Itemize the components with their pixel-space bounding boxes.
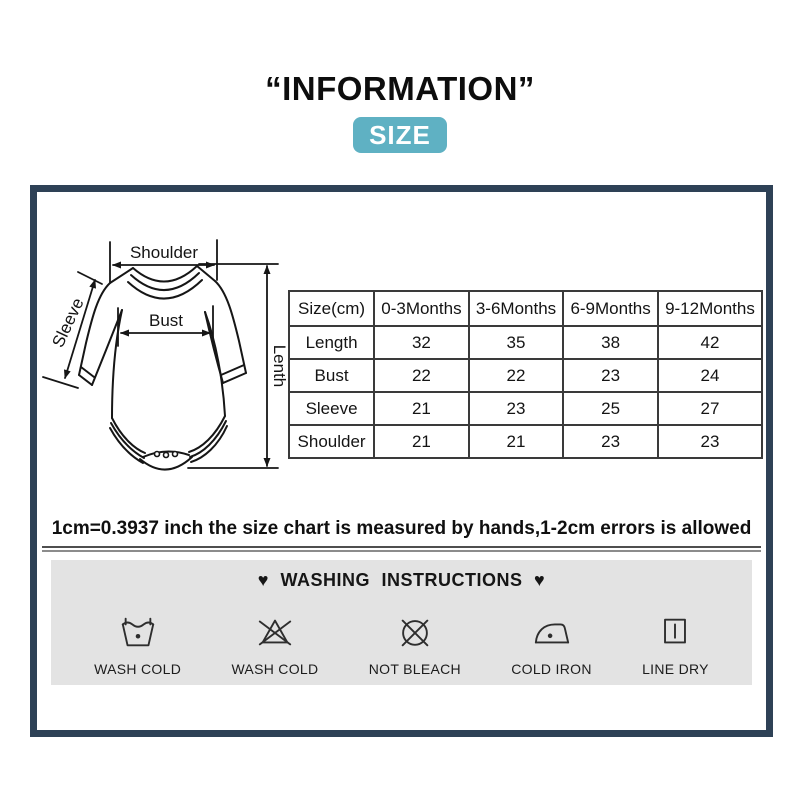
column-header: 9-12Months	[658, 291, 762, 326]
table-cell: 27	[658, 392, 762, 425]
wash-tub-icon	[116, 613, 160, 651]
line-dry-square-icon	[653, 613, 697, 651]
measurement-note: 1cm=0.3937 inch the size chart is measured by hands,1-2cm errors is allowed	[51, 518, 752, 539]
shoulder-measure-label: Shoulder	[129, 243, 199, 262]
washing-item-label: LINE DRY	[642, 661, 709, 677]
crossed-triangle-icon	[253, 613, 297, 651]
table-cell: 23	[469, 392, 564, 425]
table-cell: 24	[658, 359, 762, 392]
table-header-row	[289, 291, 762, 326]
table-row	[289, 392, 762, 425]
table-cell: 23	[563, 359, 658, 392]
bodysuit-measurement-diagram	[38, 222, 288, 494]
row-label: Bust	[289, 359, 374, 392]
bodysuit-outline	[79, 266, 246, 470]
size-badge: SIZE	[353, 117, 447, 153]
length-measure-label: Lenth	[270, 344, 289, 388]
size-table-wrap	[288, 290, 763, 459]
table-cell: 35	[469, 326, 564, 359]
bust-measure-label: Bust	[148, 311, 184, 330]
info-frame	[30, 185, 773, 737]
table-row	[289, 359, 762, 392]
table-cell: 21	[374, 392, 469, 425]
table-cell: 22	[374, 359, 469, 392]
washing-instructions-panel	[51, 560, 752, 685]
row-label: Length	[289, 326, 374, 359]
washing-item-not-bleach	[369, 613, 461, 677]
table-row	[289, 425, 762, 458]
page-title: “INFORMATION”	[265, 70, 535, 107]
table-row	[289, 326, 762, 359]
washing-icons-row	[69, 613, 734, 677]
table-cell: 38	[563, 326, 658, 359]
washing-item-cold-iron	[511, 613, 592, 677]
table-cell: 21	[374, 425, 469, 458]
row-label: Shoulder	[289, 425, 374, 458]
table-cell: 25	[563, 392, 658, 425]
double-rule-divider	[42, 546, 761, 552]
row-label: Sleeve	[289, 392, 374, 425]
table-cell: 21	[469, 425, 564, 458]
column-header: 6-9Months	[563, 291, 658, 326]
size-section	[37, 192, 766, 494]
column-header: 0-3Months	[374, 291, 469, 326]
table-cell: 22	[469, 359, 564, 392]
crossed-circle-icon	[393, 613, 437, 651]
washing-item-line-dry	[642, 613, 709, 677]
size-chart-table	[288, 290, 763, 459]
table-cell: 23	[658, 425, 762, 458]
sleeve-measure-label: Sleeve	[48, 295, 88, 351]
washing-item-label: NOT BLEACH	[368, 661, 461, 677]
table-cell: 32	[374, 326, 469, 359]
column-header: Size(cm)	[289, 291, 374, 326]
washing-item-label: WASH COLD	[231, 661, 319, 677]
table-cell: 42	[658, 326, 762, 359]
iron-icon	[530, 613, 574, 651]
washing-item-label: COLD IRON	[511, 661, 592, 677]
washing-item-wash-cold-1	[94, 613, 181, 677]
table-cell: 23	[563, 425, 658, 458]
washing-instructions-title: ♥ WASHING INSTRUCTIONS ♥	[257, 570, 546, 590]
column-header: 3-6Months	[469, 291, 564, 326]
washing-item-label: WASH COLD	[94, 661, 182, 677]
washing-item-wash-cold-2	[231, 613, 318, 677]
